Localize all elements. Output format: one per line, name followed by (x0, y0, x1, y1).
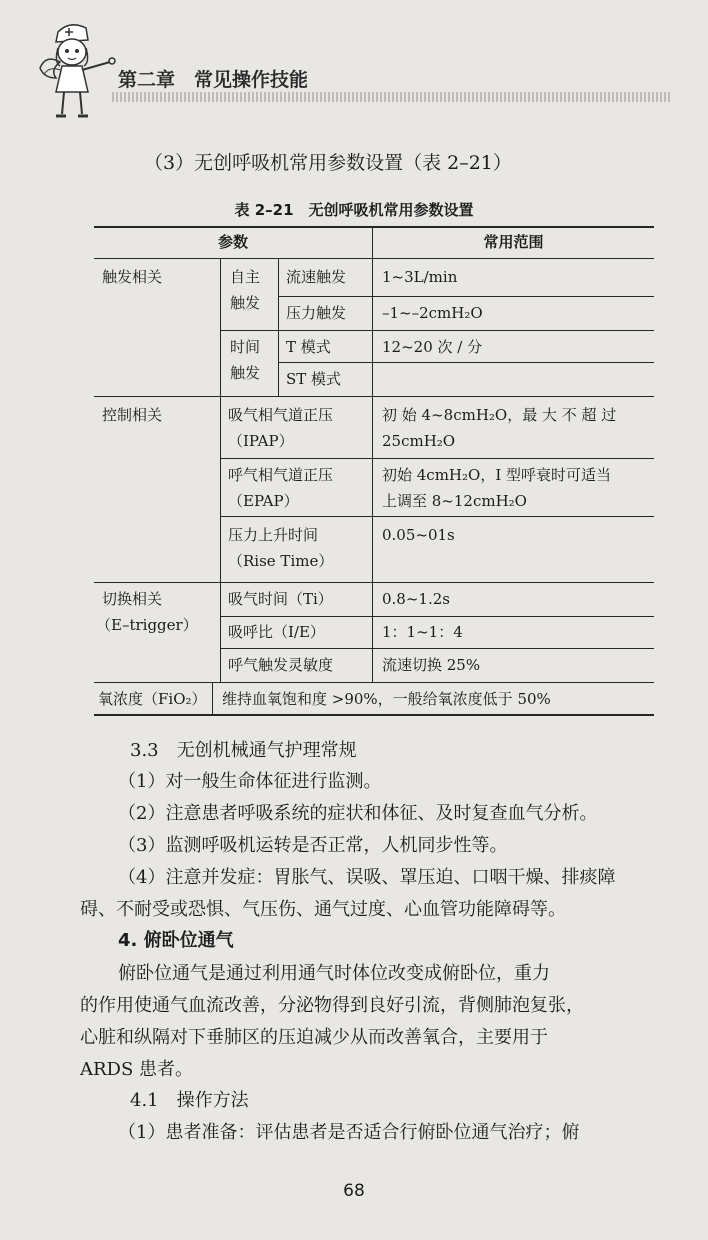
group-trigger: 触发相关 (102, 268, 163, 286)
flow-trigger-value: 1~3L/min (382, 268, 458, 286)
care-item-4-line1: （4）注意并发症：胃胀气、误吸、罩压迫、口咽干燥、排痰障 (118, 867, 616, 888)
care-item-3: （3）监测呼吸机运转是否正常，人机同步性等。 (118, 835, 508, 856)
section-title: （3）无创呼吸机常用参数设置（表 2–21） (144, 152, 512, 174)
st-mode: ST 模式 (286, 370, 342, 388)
sensitivity-value: 流速切换 25% (382, 656, 481, 674)
paragraph-line3: 心脏和纵隔对下垂肺区的压迫减少从而改善氧合，主要用于 (80, 1027, 548, 1048)
ipap-value-line2: 25cmH₂O (382, 432, 456, 450)
ie-name: 吸呼比（I/E） (228, 623, 325, 641)
epap-value-line2: 上调至 8~12cmH₂O (382, 492, 527, 510)
group-switch-line1: 切换相关 (102, 590, 163, 608)
oxygen-value: 维持血氧饱和度 >90%，一般给氧浓度低于 50% (222, 690, 551, 708)
auto-trigger-line2: 触发 (230, 294, 261, 312)
page-number: 68 (343, 1181, 365, 1201)
time-trigger-line1: 时间 (230, 338, 261, 356)
header-rule (112, 92, 672, 102)
parameter-table (94, 226, 654, 716)
care-item-4-line2: 碍、不耐受或恐惧、气压伤、通气过度、心血管功能障碍等。 (80, 899, 566, 920)
ti-value: 0.8~1.2s (382, 590, 450, 608)
time-trigger-line2: 触发 (230, 364, 261, 382)
care-item-1: （1）对一般生命体征进行监测。 (118, 771, 382, 792)
ie-value: 1：1~1：4 (382, 623, 463, 641)
chapter-title: 第二章 常见操作技能 (118, 69, 309, 91)
ti-name: 吸气时间（Ti） (228, 590, 333, 608)
group-switch-line2: （E–trigger） (96, 616, 198, 634)
header-param: 参数 (217, 233, 248, 251)
section-3-3: 3.3 无创机械通气护理常规 (130, 740, 357, 761)
header-range: 常用范围 (483, 233, 544, 251)
heading-prone-ventilation: 4. 俯卧位通气 (118, 930, 234, 951)
oxygen-name: 氧浓度（FiO₂） (98, 690, 207, 708)
ipap-value-line1: 初 始 4~8cmH₂O，最 大 不 超 过 (382, 406, 617, 424)
auto-trigger-line1: 自主 (230, 268, 261, 286)
operation-item-1: （1）患者准备：评估患者是否适合行俯卧位通气治疗；俯 (118, 1122, 580, 1143)
ipap-name-line1: 吸气相气道正压 (228, 406, 334, 424)
flow-trigger: 流速触发 (286, 268, 347, 286)
table-caption: 表 2–21 无创呼吸机常用参数设置 (234, 201, 474, 219)
t-mode-value: 12~20 次 / 分 (382, 338, 483, 356)
pressure-trigger-value: –1~–2cmH₂O (382, 304, 483, 322)
care-item-2: （2）注意患者呼吸系统的症状和体征、及时复查血气分析。 (118, 803, 598, 824)
paragraph-line2: 的作用使通气血流改善，分泌物得到良好引流，背侧肺泡复张， (80, 995, 584, 1016)
epap-value-line1: 初始 4cmH₂O，I 型呼衰时可适当 (382, 466, 612, 484)
rise-time-name-line2: （Rise Time） (228, 552, 334, 570)
group-control: 控制相关 (102, 406, 163, 424)
t-mode: T 模式 (286, 338, 331, 356)
pressure-trigger: 压力触发 (286, 304, 347, 322)
epap-name-line2: （EPAP） (228, 492, 299, 510)
epap-name-line1: 呼气相气道正压 (228, 466, 334, 484)
rise-time-name-line1: 压力上升时间 (228, 526, 319, 544)
ipap-name-line2: （IPAP） (228, 432, 294, 450)
sensitivity-name: 呼气触发灵敏度 (228, 656, 334, 674)
nurse-angel-icon (36, 18, 120, 122)
rise-time-value: 0.05~01s (382, 526, 455, 544)
paragraph-line4: ARDS 患者。 (80, 1059, 194, 1080)
paragraph-line1: 俯卧位通气是通过利用通气时体位改变成俯卧位，重力 (118, 963, 550, 984)
section-4-1: 4.1 操作方法 (130, 1090, 249, 1111)
